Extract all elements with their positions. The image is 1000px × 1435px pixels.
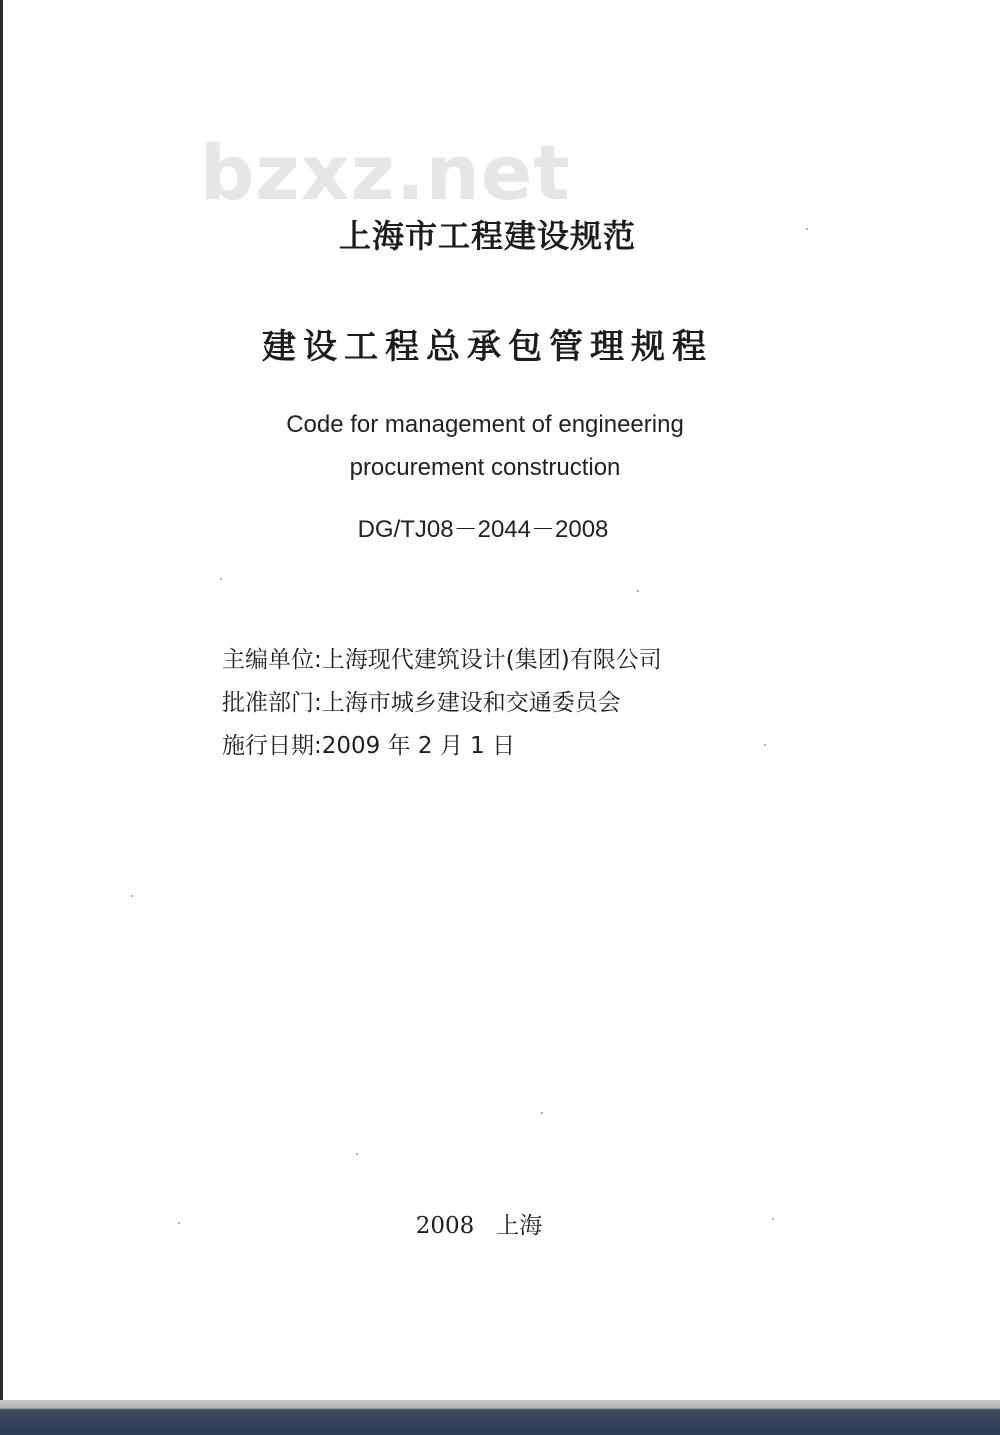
watermark: bzxz.net: [200, 128, 571, 217]
standard-code-number: DG/TJ08－2044－2008: [357, 516, 609, 543]
english-title-line-1: Code for management of engineering: [286, 411, 684, 438]
scan-speck: [764, 744, 766, 746]
publication-year-place: 2008 上海: [415, 1213, 543, 1239]
scan-speck: [772, 1218, 774, 1220]
scan-speck: [220, 578, 222, 580]
scan-speck: [806, 228, 808, 230]
chief-editor-unit: 主编单位:上海现代建筑设计(集团)有限公司: [222, 647, 662, 673]
scan-speck: [131, 895, 133, 897]
approving-department: 批准部门:上海市城乡建设和交通委员会: [222, 690, 621, 716]
scan-speck: [356, 1153, 358, 1155]
effective-date: 施行日期:2009 年 2 月 1 日: [222, 733, 516, 759]
scan-bottom-edge: [0, 1400, 1000, 1435]
scan-left-edge: [0, 0, 3, 1400]
scan-speck: [541, 1112, 543, 1114]
main-title: 建设工程总承包管理规程: [262, 327, 713, 367]
english-title-line-2: procurement construction: [349, 454, 621, 481]
scan-speck: [178, 1222, 180, 1224]
series-title: 上海市工程建设规范: [338, 217, 636, 255]
scan-speck: [637, 590, 639, 592]
